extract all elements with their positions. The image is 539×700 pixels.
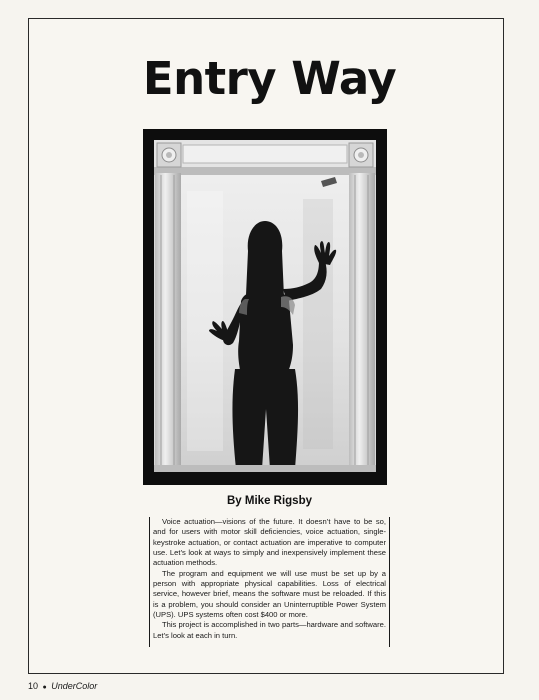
paragraph-intro: Voice actuation—visions of the future. It doesn’t have to be so, and for users with motor skill deficiencies, voice actuation, single-keystroke actuation, or contact actuation are imperative to computer use. Let’s look at ways to simply and inexpensively implement these actuation methods. — [153, 517, 386, 568]
entry-way-photo — [143, 129, 387, 485]
bullet-icon: ● — [42, 684, 47, 691]
page-footer — [28, 681, 97, 691]
article-title: Entry Way — [142, 52, 397, 105]
publication-name: UnderColor — [51, 681, 98, 691]
article-body — [149, 517, 390, 647]
byline: By Mike Rigsby — [227, 495, 312, 507]
paragraph-setup: The program and equipment we will use must be set up by a person with appropriate physical capabilities. Loss of electrical service, however brief, means the software must be reloaded. If this is a problem, you should consider an Uninterruptible Power System (UPS). UPS systems often cost $400 or more. — [153, 568, 386, 620]
page-number: 10 — [28, 681, 39, 691]
paragraph-parts: This project is accomplished in two parts—hardware and software. Let’s look at each in turn. — [153, 620, 386, 640]
